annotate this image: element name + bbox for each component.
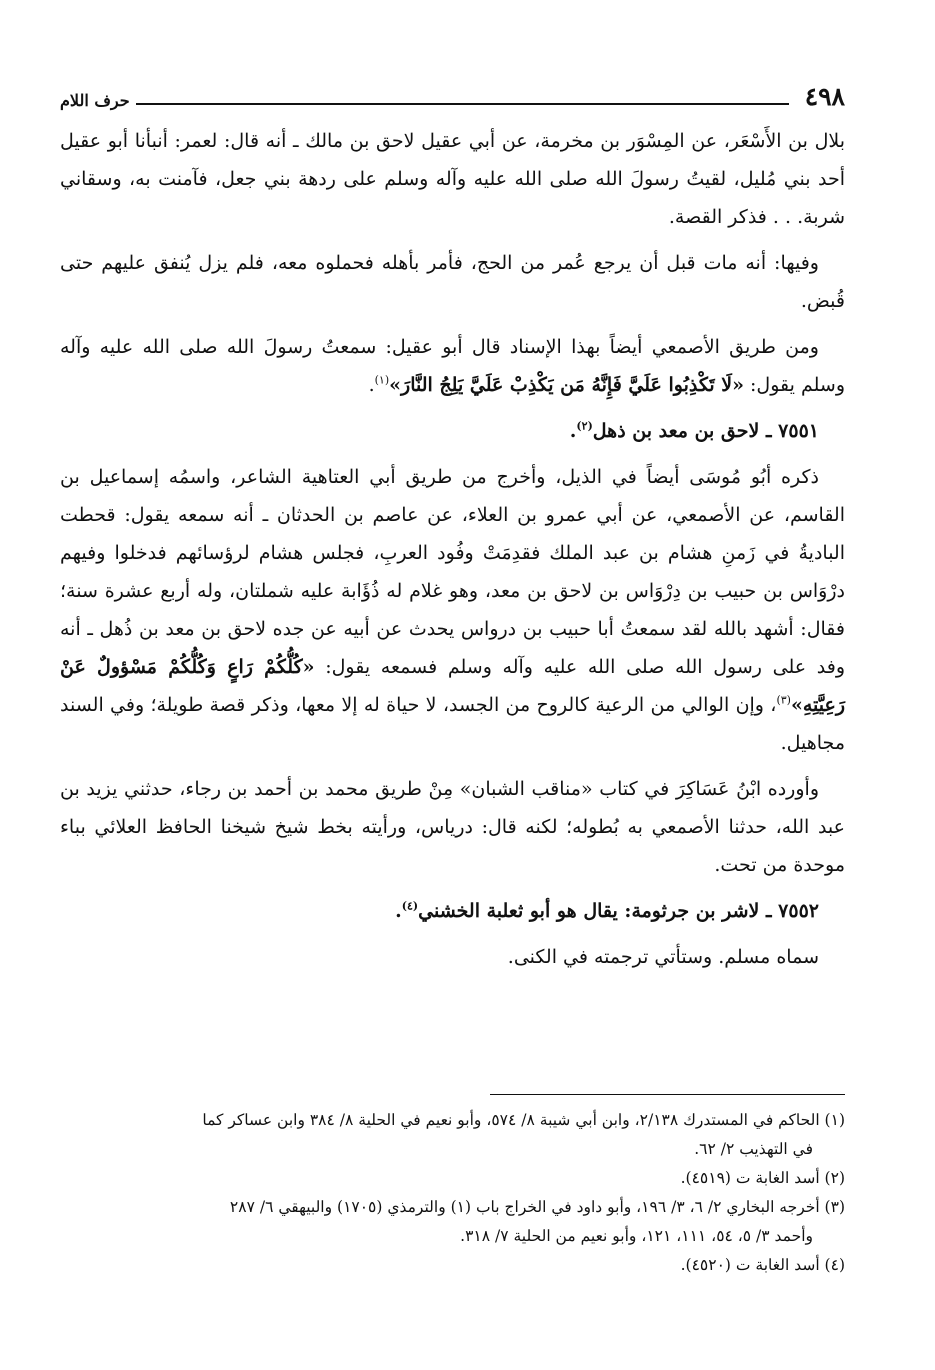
footnote-3: [60, 1193, 845, 1251]
hadith-quote-1: «لَا تَكْذِبُوا عَلَيَّ فَإِنَّهُ مَن يَكْذِبْ عَلَيَّ يَلِجُ النَّارَ»: [389, 374, 744, 396]
footnote-3-line-2: وأحمد ٣/ ٥، ٥٤، ١١١، ١٢١، وأبو نعيم من الحلية ٧/ ٣١٨.: [460, 1227, 813, 1245]
footnote-1: [60, 1106, 845, 1164]
paragraph-5: وأورده ابْنُ عَسَاكِرَ في كتاب «مناقب الشبان» مِنْ طريق محمد بن أحمد بن رجاء، حدثني يزيد بن عبد الله، حدثنا الأصمعي به بُطوله؛ لكنه قال: درياس، ورأيته بخط شيخ شيخنا الحافظ العلائي بباء موحدة من تحت.: [60, 778, 845, 876]
entry-number: ٧٥٥٢: [778, 900, 819, 922]
page-number: ٤٩٨: [804, 82, 845, 111]
paragraph-2: وفيها: أنه مات قبل أن يرجع عُمر من الحج، فأمر بأهله فحملوه معه، فلم يزل يُنفق عليهم حتى قُبض.: [60, 252, 845, 312]
paragraph-6: سماه مسلم. وستأتي ترجمته في الكنى.: [507, 946, 819, 968]
entry-number: ٧٥٥١: [778, 420, 819, 442]
footnotes: [60, 1106, 845, 1280]
paragraph-4: [60, 458, 845, 762]
entry-heading-7552: [60, 892, 845, 930]
footnote-1-line-1: (١) الحاكم في المستدرك ٢/١٣٨، وابن أبي شيبة ٨/ ٥٧٤، وأبو نعيم في الحلية ٨/ ٣٨٤ وابن عساكر كما: [202, 1111, 845, 1129]
footnote-3-line-1: (٣) أخرجه البخاري ٢/ ٦، ٣/ ١٩٦، وأبو داود في الخراج باب (١) والترمذي (١٧٠٥) والبيهقي ٦/ ٢٨٧: [229, 1198, 845, 1216]
entry-end: .: [569, 420, 577, 442]
paragraph-3: [60, 328, 845, 404]
paragraph-3-text: ومن طريق الأصمعي أيضاً بهذا الإسناد قال أبو عقيل: سمعتُ رسولَ الله صلى الله عليه وآله وسلم يقول:: [60, 336, 845, 396]
running-head: حرف اللام: [60, 91, 130, 110]
footnote-ref-3: (٣): [776, 693, 791, 707]
hadith-quote-2: «كُلُّكُمْ رَاعٍ وَكُلُّكُمْ مَسْؤولٌ عَنْ رَعِيَّتِهِ»: [60, 656, 845, 716]
page-header: [60, 78, 845, 112]
main-text: [60, 122, 845, 976]
footnote-ref-1: (١): [374, 373, 390, 387]
entry-heading-7551: [60, 412, 845, 450]
footnote-4: (٤) أسد الغابة ت (٤٥٢٠).: [680, 1256, 845, 1274]
paragraph-1: بلال بن الأَسْعَر، عن المِسْوَر بن مخرمة، عن أبي عقيل لاحق بن مالك ـ أنه قال: لعمر: أنبأنا أبو عقيل أحد بني مُليل، لقيتُ رسولَ الله صلى الله عليه وآله وسلم على ردهة بني جعل، فآمنت به، وسقاني شربة. . . فذكر القصة.: [60, 130, 845, 228]
entry-title: ـ لاحق بن معد بن ذهل: [592, 420, 772, 442]
footnote-separator: [490, 1094, 845, 1095]
footnote-ref-2: (٢): [576, 419, 593, 433]
paragraph-3-end: .: [368, 374, 375, 396]
header-rule: [136, 103, 789, 105]
footnote-2: (٢) أسد الغابة ت (٤٥١٩).: [680, 1169, 845, 1187]
paragraph-4-end: ، وإن الوالي من الرعية كالروح من الجسد، لا حياة له إلا معها، وذكر قصة طويلة؛ وفي السند مجاهيل.: [60, 694, 845, 754]
book-page: [60, 78, 845, 1274]
entry-title: ـ لاشر بن جرثومة: يقال هو أبو ثعلبة الخشني: [418, 900, 772, 922]
paragraph-4-text: ذكره أبُو مُوسَى أيضاً في الذيل، وأخرج من طريق أبي العتاهية الشاعر، واسمُه إسماعيل بن القاسم، عن الأصمعي، عن أبي عمرو بن العلاء، عن عاصم بن الحدثان ـ أنه سمعه يقول: قحطت الباديةُ في زَمنِ هشام بن عبد الملك فقدِمَتْ وفُود العربِ، فجلس هشام لرؤسائهم فدخلوا وفيهم درْوَاس بن حبيب بن دِرْوَاس بن لاحق بن معد، وهو غلام له ذُؤَابة عليه شملتان، وله أربع عشرة سنة؛ فقال: أشهد بالله لقد سمعتُ أبا حبيب بن درواس يحدث عن أبيه عن جده لاحق بن معد بن ذُهل ـ أنه وفد على رسول الله صلى الله عليه وآله وسلم فسمعه يقول:: [60, 466, 845, 678]
entry-end: .: [395, 900, 402, 922]
footnote-1-line-2: في التهذيب ٢/ ٦٢.: [694, 1140, 813, 1158]
footnote-ref-4: (٤): [401, 899, 419, 913]
